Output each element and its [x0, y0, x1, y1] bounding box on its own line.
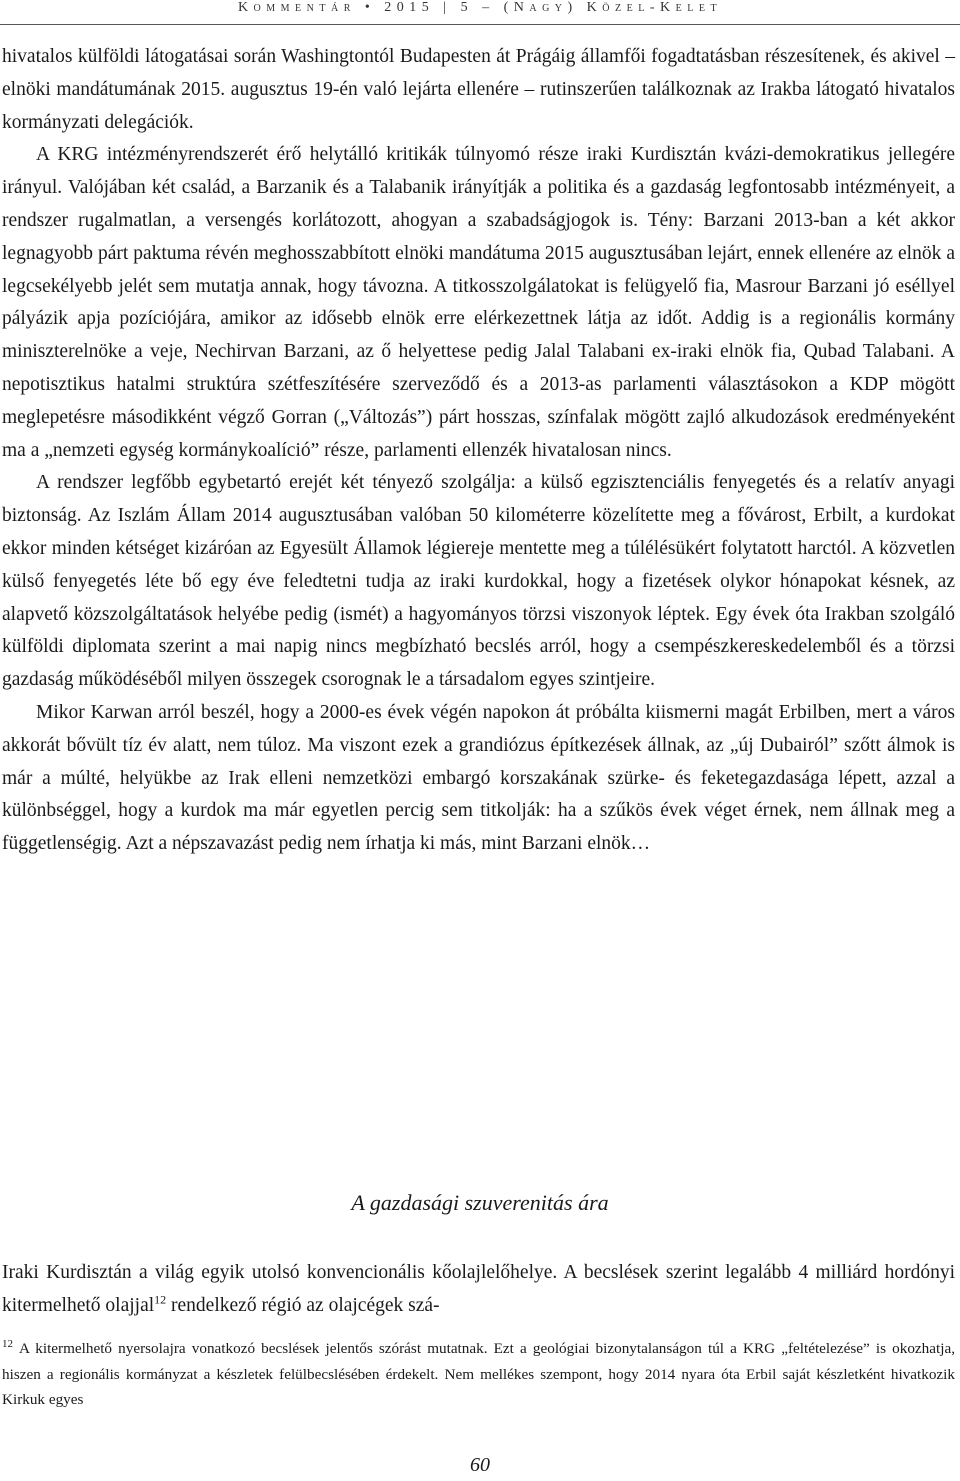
footnote — [2, 1336, 955, 1413]
header-rule — [0, 24, 960, 25]
body-text — [2, 41, 955, 861]
page-number: 60 — [470, 1454, 490, 1476]
paragraph-1: hivatalos külföldi látogatásai során Washingtontól Budapesten át Prágáig államfői fogadtatásban részesítenek, és akivel – elnöki mandátumának 2015. augusztus 19-én való lejárta ellenére – rutinszerűen találkoznak az Irakba látogató hivatalos kormányzati delegációk. — [2, 46, 955, 133]
paragraph-2: A KRG intézményrendszerét érő helytálló kritikák túlnyomó része iraki Kurdisztán kvázi-demokratikus jellegére irányul. Valójában két család, a Barzanik és a Talabanik irányítják a politika és a gazdaság legfontosabb intézményeit, a rendszer rugalmatlan, a versengés korlátozott, ahogyan a szabadságjogok is. Tény: Barzani 2013-ban a két akkor legnagyobb párt paktuma révén meghosszabbított elnöki mandátuma 2015 augusztusában lejárt, ennek ellenére az elnök a legcsekélyebb jelét sem mutatja annak, hogy távozna. A titkosszolgálatokat is felügyelő fia, Masrour Barzani jó eséllyel pályázik apja pozíciójára, amikor az idősebb elnök erre elérkezettnek látja az időt. Addig is a regionális kormány miniszterelnöke a veje, Nechirvan Barzani, az ő helyettese pedig Jalal Talabani ex-iraki elnök fia, Qubad Talabani. A nepotisztikus hatalmi struktúra szétfeszítésére szerveződő és a 2013-as parlamenti választásokon a KDP mögött meglepetésre másodikként végző Gorran („Változás”) párt hosszas, színfalak mögött zajló alkudozások eredményeként ma a „nemzeti egység kormánykoalíció” része, parlamenti ellenzék hivatalosan nincs. — [2, 144, 955, 461]
section-heading: A gazdasági szuverenitás ára — [351, 1190, 609, 1215]
footnote-number: 12 — [2, 1337, 13, 1350]
section-text-part-1: Iraki Kurdisztán a világ egyik utolsó konvencionális kőolajlelőhelye. A becslések szerint legalább 4 milliárd hordónyi kitermelhető olajjal — [2, 1262, 955, 1316]
footnote-reference[interactable]: 12 — [154, 1292, 167, 1307]
running-header: Kommentár • 2015 | 5 – (Nagy) Közel-Kelet — [237, 0, 723, 15]
section-text-part-2: rendelkező régió az olajcégek szá- — [166, 1295, 440, 1316]
paragraph-3: A rendszer legfőbb egybetartó erejét két tényező szolgálja: a külső egzisztenciális fenyegetés és a relatív anyagi biztonság. Az Iszlám Állam 2014 augusztusában valóban 50 kilométerre közelítette meg a fővárost, Erbilt, a kurdokat ekkor minden kétséget kizáróan az Egyesült Államok légiereje mentette meg a túlélésükért folytatott harctól. A közvetlen külső fenyegetés léte bő egy éve feledtetni tudja az iraki kurdokkal, hogy a fizetések olykor hónapokat késnek, az alapvető közszolgáltatások helyébe pedig (ismét) a hagyományos törzsi viszonyok léptek. Egy évek óta Irakban szolgáló külföldi diplomata szerint a mai napig nincs megbízható becslés arról, hogy a csempészkereskedelemből és a törzsi gazdaság működéséből milyen összegek csorognak le a társadalom egyes szintjeire. — [2, 472, 955, 691]
section-paragraph — [2, 1256, 955, 1322]
paragraph-4: Mikor Karwan arról beszél, hogy a 2000-es évek végén napokon át próbálta kiismerni magát Erbilben, mert a város akkorát bővült tíz év alatt, nem túloz. Ma viszont ezek a grandiózus építkezések állnak, az „új Dubairól” szőtt álmok is már a múlté, helyükbe az Irak elleni nemzetközi embargó korszakának szürke- és feketegazdasága lépett, azzal a különbséggel, hogy a kurdok ma már egyetlen percig sem titkolják: ha a szűkös évek véget érnek, nem állnak meg a függetlenségig. Azt a népszavazást pedig nem írhatja ki más, mint Barzani elnök… — [2, 701, 955, 855]
footnote-text: A kitermelhető nyersolajra vonatkozó becslések jelentős szórást mutatnak. Ezt a geológiai bizonytalanságon túl a KRG „feltételezése” is okozhatja, hiszen a regionális kormányzat a készletek felülbecslésében érdekelt. Nem mellékes szempont, hogy 2014 nyara óta Erbil saját készletként hivatkozik Kirkuk egyes — [2, 1340, 955, 1408]
